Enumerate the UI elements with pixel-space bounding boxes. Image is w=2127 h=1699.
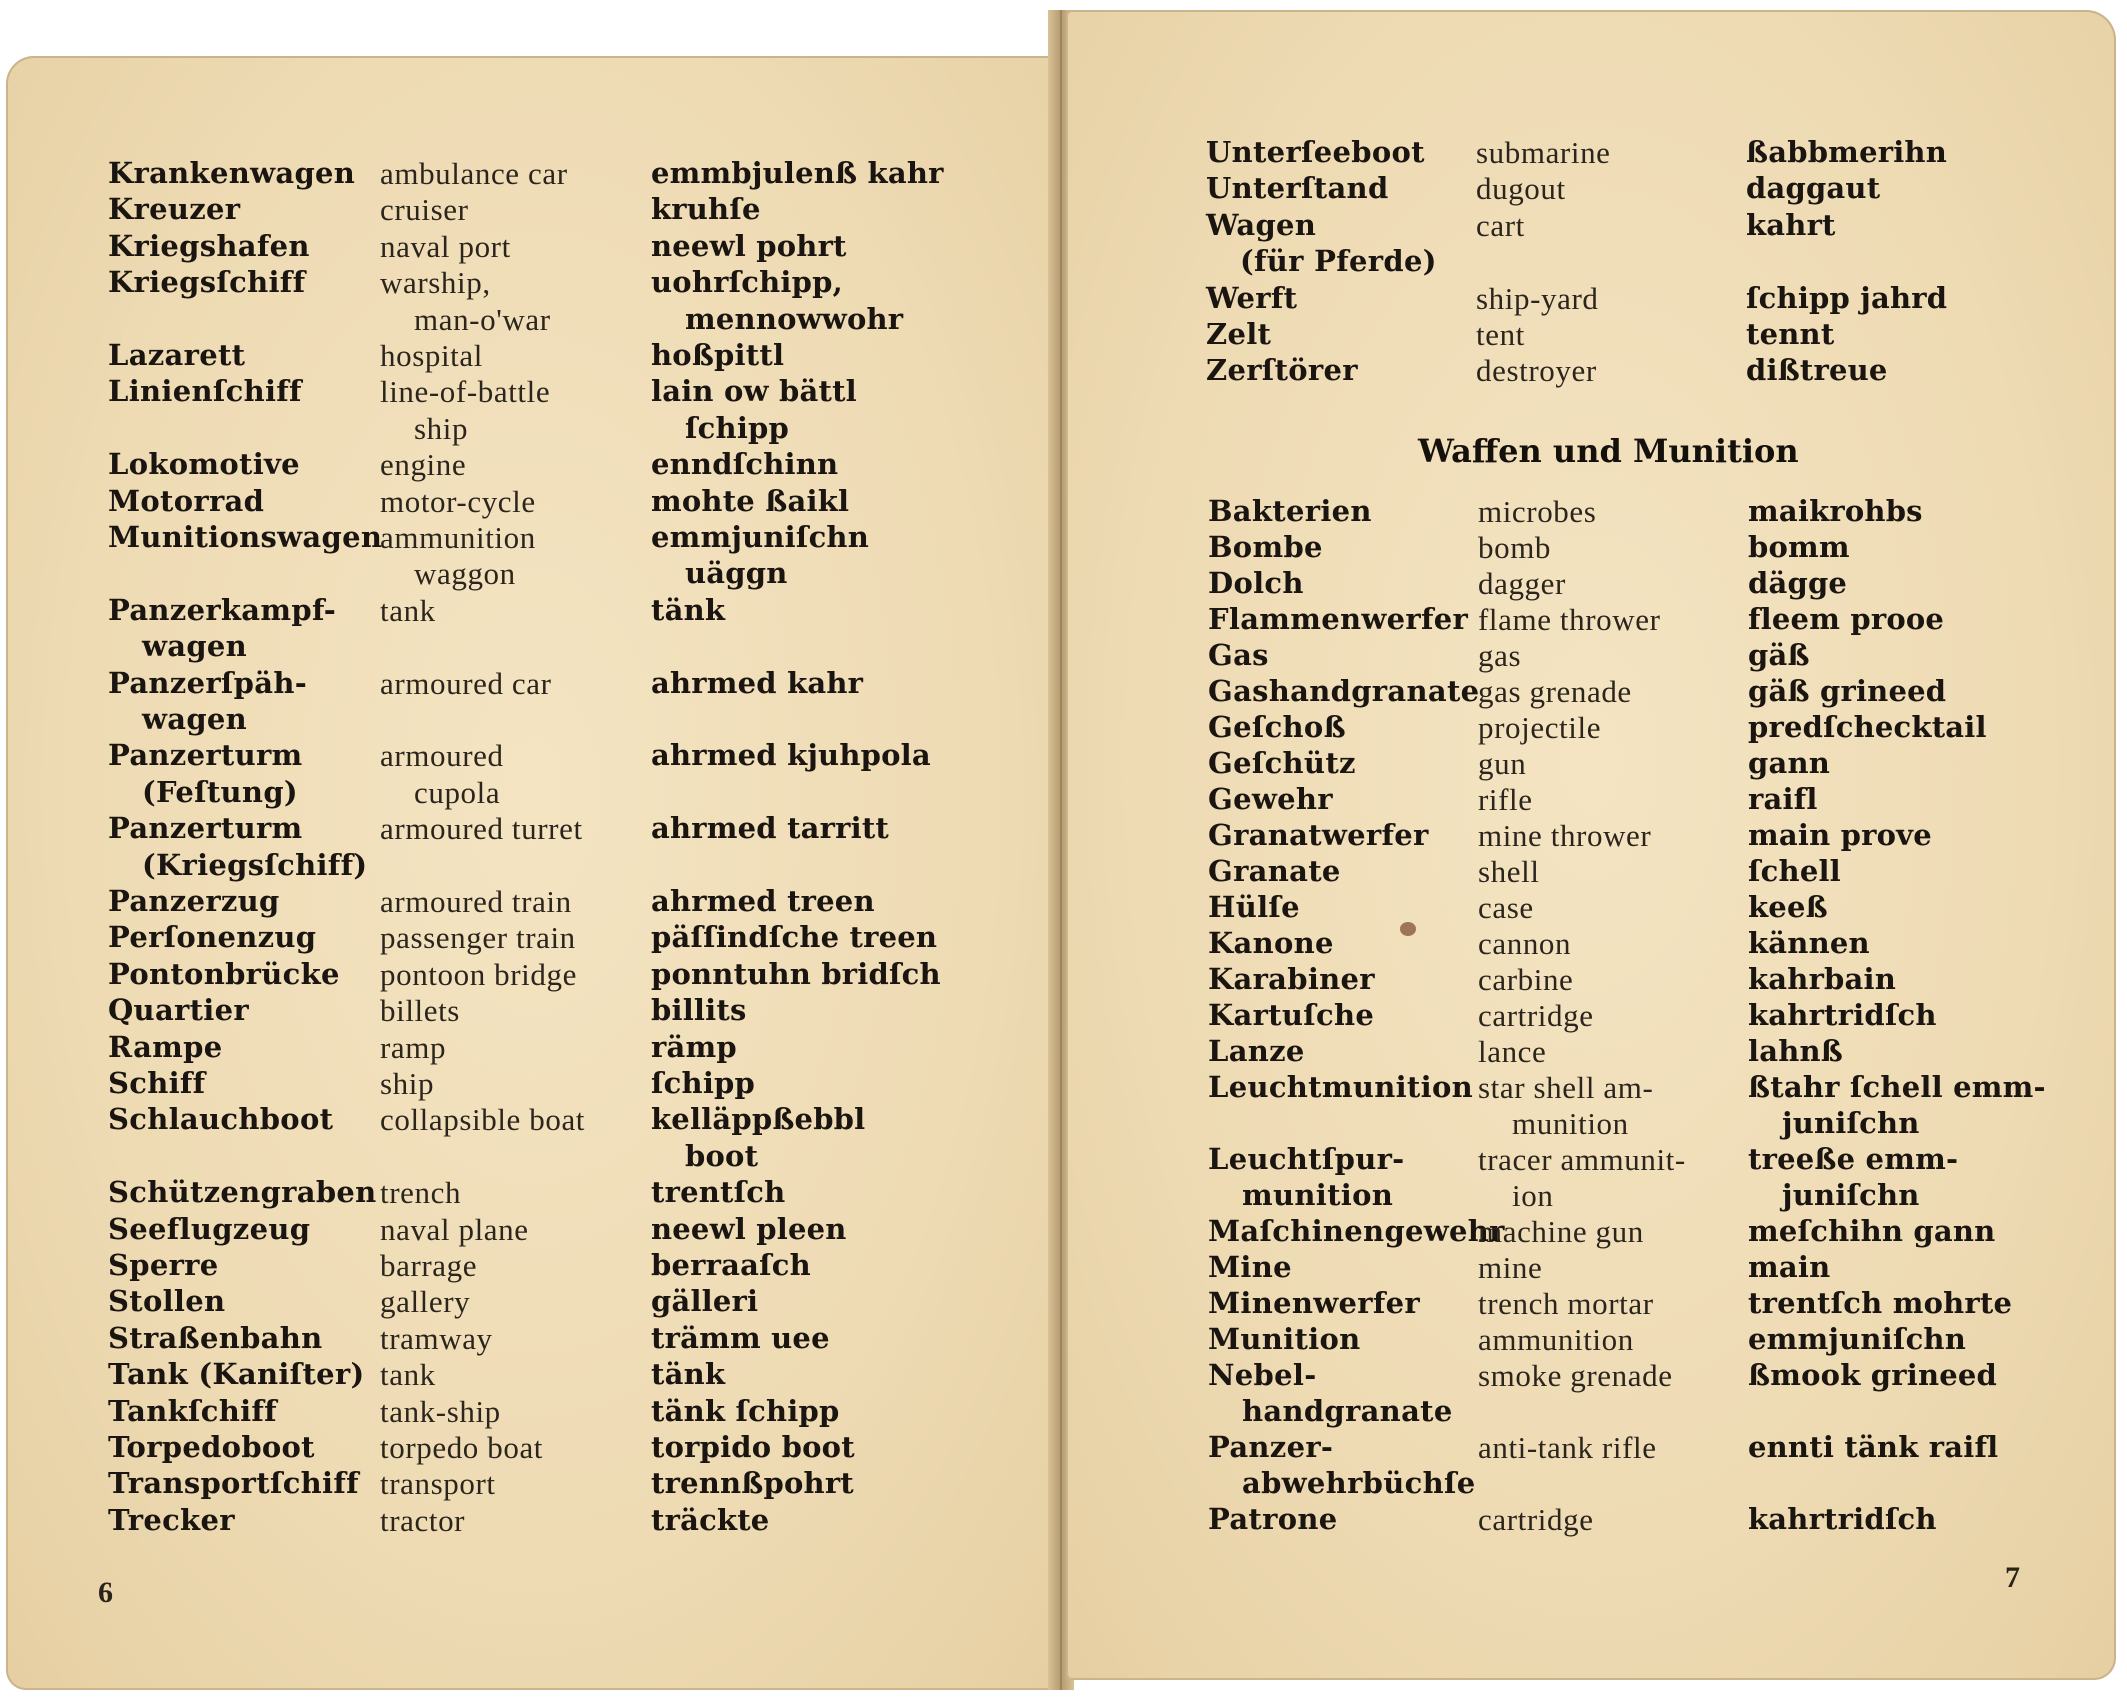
english-translation: cannon [1478, 926, 1572, 961]
pronunciation: gann [1748, 746, 1831, 780]
english-translation: cupola [414, 774, 501, 810]
english-translation: trench mortar [1478, 1286, 1654, 1321]
german-term: Dolch [1208, 566, 1304, 600]
english-translation: ship-yard [1476, 280, 1599, 316]
pronunciation: neewl pohrt [651, 228, 847, 263]
pronunciation: tänk [651, 592, 726, 627]
german-term: Wagen [1206, 207, 1317, 242]
pronunciation: ſchipp [651, 1066, 755, 1100]
vocab-row [108, 265, 988, 301]
english-translation: rifle [1478, 782, 1533, 817]
vocab-row [1208, 530, 2088, 566]
vocab-row [1208, 674, 2088, 710]
english-translation: warship, [380, 265, 491, 301]
german-term: Tankſchiff [108, 1393, 277, 1428]
vocab-row [108, 702, 988, 738]
pronunciation: boot [685, 1138, 759, 1173]
pronunciation: tänk [651, 1357, 726, 1392]
pronunciation: meſchihn gann [1748, 1214, 1996, 1248]
vocab-row [1206, 244, 2086, 280]
vocab-row [108, 884, 988, 920]
german-term: Kriegsſchiff [108, 265, 306, 300]
german-term: Karabiner [1208, 962, 1375, 996]
german-term: (Feſtung) [142, 774, 298, 809]
german-term: abwehrbüchſe [1242, 1466, 1476, 1500]
pronunciation: gäß grineed [1748, 674, 1947, 708]
german-term: Panzerturm [108, 738, 303, 773]
pronunciation: bomm [1748, 530, 1850, 564]
pronunciation: dißtreue [1746, 353, 1888, 388]
vocab-row [1208, 854, 2088, 890]
pronunciation: ahrmed tarritt [651, 811, 890, 846]
pronunciation: ponntuhn bridſch [651, 956, 941, 991]
english-translation: gun [1478, 746, 1527, 781]
vocab-row [108, 848, 988, 884]
vocab-row [108, 374, 988, 410]
german-term: Pontonbrücke [108, 956, 340, 991]
english-translation: ship [380, 1066, 435, 1101]
vocab-row [1206, 317, 2086, 353]
pronunciation: trämm uee [651, 1320, 830, 1355]
vocab-row [108, 957, 988, 993]
german-term: Kreuzer [108, 192, 241, 227]
pronunciation: tänk ſchipp [651, 1393, 840, 1428]
german-term: Panzerturm [108, 811, 303, 846]
english-translation: gas grenade [1478, 674, 1632, 709]
english-translation: billets [380, 993, 460, 1029]
german-term: Kriegshafen [108, 228, 310, 263]
german-term: Zerſtörer [1206, 353, 1358, 388]
pronunciation: fleem prooe [1748, 602, 1945, 636]
german-term: Panzerzug [108, 884, 280, 918]
german-term: Lazarett [108, 338, 246, 372]
german-term: Schlauchboot [108, 1102, 334, 1137]
vocab-row [1208, 1142, 2088, 1178]
german-term: Panzerkampf- [108, 592, 337, 627]
pronunciation: tennt [1746, 317, 1835, 351]
pronunciation: lain ow bättl [651, 374, 857, 409]
vocab-row [1208, 1358, 2088, 1394]
english-translation: barrage [380, 1248, 478, 1283]
english-translation: cart [1476, 207, 1525, 243]
vocab-row [1208, 1430, 2088, 1466]
pronunciation: torpido boot [651, 1430, 855, 1464]
section-heading: Waffen und Munition [1418, 432, 1799, 470]
english-translation: cartridge [1478, 1502, 1594, 1537]
english-translation: waggon [414, 556, 516, 592]
english-translation: man-o'war [414, 301, 551, 337]
english-translation: lance [1478, 1034, 1547, 1069]
german-term: Schützengraben [108, 1175, 377, 1210]
german-term: Gas [1208, 638, 1269, 672]
pronunciation: mohte ßaikl [651, 483, 850, 518]
vocab-row [1208, 638, 2088, 674]
english-translation: mine [1478, 1250, 1543, 1285]
vocab-row [108, 520, 988, 556]
german-term: Leuchtmunition [1208, 1070, 1473, 1104]
vocab-row [1206, 135, 2086, 171]
german-term: Linienſchiff [108, 374, 302, 409]
english-translation: case [1478, 890, 1534, 925]
vocab-row [108, 775, 988, 811]
german-term: Geſchoß [1208, 710, 1346, 744]
pronunciation: dägge [1748, 566, 1848, 600]
german-term: Seeflugzeug [108, 1211, 311, 1246]
german-term: Motorrad [108, 483, 265, 518]
english-translation: armoured train [380, 884, 572, 919]
vocab-row [1208, 1034, 2088, 1070]
vocab-row [1208, 746, 2088, 782]
german-term: wagen [142, 702, 248, 736]
vocab-row [108, 1466, 988, 1502]
german-term: Geſchütz [1208, 746, 1356, 780]
vocab-row [108, 1357, 988, 1393]
german-term: Kartuſche [1208, 998, 1375, 1032]
english-translation: submarine [1476, 135, 1611, 170]
pronunciation: kahrtridſch [1748, 1502, 1937, 1536]
vocab-row [1206, 353, 2086, 389]
english-translation: torpedo boat [380, 1430, 544, 1465]
english-translation: anti-tank rifle [1478, 1430, 1657, 1465]
pronunciation: ſchipp jahrd [1746, 280, 1948, 315]
vocab-row [1208, 1502, 2088, 1538]
english-translation: dagger [1478, 566, 1566, 601]
pronunciation: keeß [1748, 890, 1828, 924]
pronunciation: ahrmed treen [651, 884, 875, 918]
german-term: Unterſtand [1206, 171, 1389, 206]
english-translation: engine [380, 447, 467, 483]
vocab-row [1208, 1214, 2088, 1250]
vocab-row [1206, 208, 2086, 244]
pronunciation: uäggn [685, 556, 788, 591]
pronunciation: träckte [651, 1502, 770, 1537]
german-term: Granatwerfer [1208, 818, 1429, 852]
english-translation: smoke grenade [1478, 1358, 1673, 1393]
german-term: Schiff [108, 1066, 206, 1100]
pronunciation: ſchipp [685, 410, 789, 445]
vocab-row [1208, 998, 2088, 1034]
german-term: Stollen [108, 1284, 226, 1319]
english-translation: tent [1476, 317, 1525, 352]
german-term: Nebel- [1208, 1358, 1317, 1392]
german-term: (für Pferde) [1240, 244, 1437, 279]
german-term: Gashandgranate [1208, 674, 1480, 708]
english-translation: tractor [380, 1502, 466, 1538]
pronunciation: hoßpittl [651, 338, 785, 372]
english-translation: ambulance car [380, 156, 568, 191]
english-translation: tank [380, 592, 436, 628]
vocab-row [108, 192, 988, 228]
pronunciation: rämp [651, 1029, 737, 1064]
vocab-row [108, 1212, 988, 1248]
vocab-row [108, 447, 988, 483]
pronunciation: billits [651, 993, 747, 1028]
pronunciation: kelläppßebbl [651, 1102, 866, 1137]
german-term: Leuchtſpur- [1208, 1142, 1405, 1176]
pronunciation: trentſch mohrte [1748, 1286, 2013, 1320]
english-translation: carbine [1478, 962, 1574, 997]
german-term: Bakterien [1208, 494, 1372, 528]
german-term: Unterſeeboot [1206, 135, 1425, 169]
english-translation: hospital [380, 338, 483, 373]
pronunciation: kahrbain [1748, 962, 1897, 996]
german-term: Lokomotive [108, 447, 300, 482]
german-term: Werft [1206, 280, 1298, 315]
vocab-row [108, 1503, 988, 1539]
pronunciation: kahrtridſch [1748, 998, 1937, 1032]
vocab-row [108, 666, 988, 702]
pronunciation: maikrohbs [1748, 494, 1923, 528]
german-term: Transportſchiff [108, 1466, 359, 1501]
german-term: Perſonenzug [108, 920, 317, 955]
vocab-row [108, 1321, 988, 1357]
vocab-row [108, 1102, 988, 1138]
pronunciation: ennti tänk raifl [1748, 1430, 1999, 1464]
vocab-row [1208, 1070, 2088, 1106]
english-translation: naval port [380, 228, 511, 264]
german-term: Gewehr [1208, 782, 1333, 816]
german-term: Maſchinengewehr [1208, 1214, 1505, 1248]
german-term: Lanze [1208, 1034, 1305, 1068]
english-translation: cartridge [1478, 998, 1594, 1033]
english-translation: mine thrower [1478, 818, 1652, 853]
english-translation: armoured car [380, 665, 552, 701]
pronunciation: predſchecktail [1748, 710, 1987, 744]
english-translation: dugout [1476, 171, 1566, 207]
vocab-row [1208, 710, 2088, 746]
english-translation: ion [1512, 1178, 1554, 1213]
english-translation: cruiser [380, 192, 469, 228]
english-translation: tracer ammunit- [1478, 1142, 1686, 1177]
english-translation: shell [1478, 854, 1540, 889]
german-term: Sperre [108, 1248, 219, 1282]
vocab-row [1208, 602, 2088, 638]
vocab-row [108, 1248, 988, 1284]
pronunciation: main prove [1748, 818, 1932, 852]
english-translation: tramway [380, 1320, 493, 1356]
pronunciation: kruhſe [651, 192, 761, 227]
german-term: Krankenwagen [108, 156, 356, 190]
pronunciation: main [1748, 1250, 1831, 1284]
vocab-row [108, 156, 988, 192]
german-term: Patrone [1208, 1502, 1338, 1536]
pronunciation: päſſindſche treen [651, 920, 938, 955]
german-term: Quartier [108, 993, 249, 1028]
vocab-row [108, 302, 988, 338]
pronunciation: daggaut [1746, 171, 1881, 206]
english-translation: pontoon bridge [380, 956, 577, 992]
pronunciation: emmjuniſchn [651, 520, 870, 554]
vocab-row [108, 1030, 988, 1066]
german-term: Tank (Kaniſter) [108, 1357, 365, 1392]
english-translation: ship [414, 410, 469, 446]
vocab-row [1208, 818, 2088, 854]
vocab-row [1208, 1466, 2088, 1502]
pronunciation: raifl [1748, 782, 1818, 816]
vocab-row [108, 338, 988, 374]
vocab-row [108, 1139, 988, 1175]
vocab-row [1208, 890, 2088, 926]
english-translation: projectile [1478, 710, 1602, 745]
pronunciation: trentſch [651, 1175, 786, 1210]
vocab-row [1208, 494, 2088, 530]
english-translation: trench [380, 1175, 462, 1211]
english-translation: armoured turret [380, 811, 583, 847]
vocab-row [108, 1284, 988, 1320]
english-translation: gas [1478, 638, 1522, 673]
german-term: (Kriegsſchiff) [142, 847, 368, 882]
pronunciation: ahrmed kjuhpola [651, 738, 931, 773]
vocab-row [108, 1394, 988, 1430]
english-translation: tank-ship [380, 1393, 501, 1429]
english-translation: armoured [380, 738, 504, 774]
pronunciation: gäß [1748, 638, 1810, 672]
english-translation: munition [1512, 1106, 1629, 1141]
pronunciation: lahnß [1748, 1034, 1844, 1068]
english-translation: collapsible boat [380, 1102, 586, 1138]
german-term: Kanone [1208, 926, 1334, 960]
vocab-row [1208, 566, 2088, 602]
english-translation: passenger train [380, 920, 576, 956]
german-term: Rampe [108, 1029, 223, 1064]
pronunciation: ßmook grineed [1748, 1358, 1998, 1392]
vocab-row [1208, 1178, 2088, 1214]
vocab-row [1208, 962, 2088, 998]
vocab-row [108, 629, 988, 665]
vocab-row [108, 738, 988, 774]
vocab-row [1208, 1394, 2088, 1430]
vocab-row [108, 229, 988, 265]
page-number-right: 7 [2005, 1561, 2020, 1594]
english-translation: machine gun [1478, 1214, 1644, 1249]
pronunciation: berraaſch [651, 1248, 811, 1282]
vocab-row [1208, 1106, 2088, 1142]
german-term: Mine [1208, 1250, 1292, 1284]
german-term: Trecker [108, 1502, 235, 1537]
page-number-left: 6 [98, 1576, 113, 1609]
pronunciation: juniſchn [1782, 1106, 1920, 1140]
vocab-row [108, 1066, 988, 1102]
english-translation: ammunition [1478, 1322, 1634, 1357]
pronunciation: emmbjulenß kahr [651, 156, 944, 190]
english-translation: ammunition [380, 520, 536, 555]
german-term: handgranate [1242, 1394, 1453, 1428]
german-term: wagen [142, 629, 248, 664]
pronunciation: juniſchn [1782, 1178, 1920, 1212]
vocab-row [108, 484, 988, 520]
vocab-row [1208, 1322, 2088, 1358]
pronunciation: ſchell [1748, 854, 1841, 888]
german-term: munition [1242, 1178, 1394, 1212]
english-translation: motor-cycle [380, 483, 536, 519]
english-translation: microbes [1478, 494, 1597, 529]
german-term: Torpedoboot [108, 1430, 315, 1464]
pronunciation: kahrt [1746, 207, 1836, 242]
pronunciation: gälleri [651, 1284, 759, 1319]
english-translation: star shell am- [1478, 1070, 1654, 1105]
vocab-row [1206, 171, 2086, 207]
pronunciation: mennowwohr [685, 301, 904, 336]
vocab-row [1208, 1286, 2088, 1322]
english-translation: flame thrower [1478, 602, 1661, 637]
pronunciation: kännen [1748, 926, 1870, 960]
english-translation: gallery [380, 1284, 471, 1320]
german-term: Minenwerfer [1208, 1286, 1420, 1320]
vocab-row [108, 920, 988, 956]
pronunciation: ßabbmerihn [1746, 135, 1947, 169]
pronunciation: trennßpohrt [651, 1466, 854, 1501]
german-term: Granate [1208, 854, 1341, 888]
vocab-row [108, 593, 988, 629]
vocab-row [108, 411, 988, 447]
vocab-row [108, 1175, 988, 1211]
pronunciation: uohrſchipp, [651, 265, 843, 300]
german-term: Munitionswagen [108, 520, 383, 554]
german-term: Panzer- [1208, 1430, 1334, 1464]
german-term: Panzerſpäh- [108, 665, 308, 700]
german-term: Bombe [1208, 530, 1323, 564]
vocab-row [1208, 926, 2088, 962]
pronunciation: treeße emm- [1748, 1142, 1959, 1176]
english-translation: bomb [1478, 530, 1552, 565]
pronunciation: ahrmed kahr [651, 665, 864, 700]
german-term: Zelt [1206, 317, 1272, 351]
vocab-row [108, 1430, 988, 1466]
german-term: Straßenbahn [108, 1320, 323, 1355]
german-term: Hülſe [1208, 890, 1300, 924]
pronunciation: emmjuniſchn [1748, 1322, 1967, 1356]
english-translation: ramp [380, 1029, 447, 1065]
vocab-row [1208, 782, 2088, 818]
english-translation: tank [380, 1357, 436, 1393]
vocab-row [1206, 281, 2086, 317]
vocab-row [108, 993, 988, 1029]
english-translation: line-of-battle [380, 374, 551, 410]
vocab-row [108, 556, 988, 592]
pronunciation: neewl pleen [651, 1211, 847, 1246]
english-translation: transport [380, 1466, 496, 1502]
german-term: Flammenwerfer [1208, 602, 1469, 636]
pronunciation: ßtahr ſchell emm- [1748, 1070, 2046, 1104]
english-translation: naval plane [380, 1211, 529, 1247]
vocab-row [108, 811, 988, 847]
pronunciation: enndſchinn [651, 447, 839, 482]
german-term: Munition [1208, 1322, 1361, 1356]
english-translation: destroyer [1476, 353, 1597, 389]
vocab-row [1208, 1250, 2088, 1286]
